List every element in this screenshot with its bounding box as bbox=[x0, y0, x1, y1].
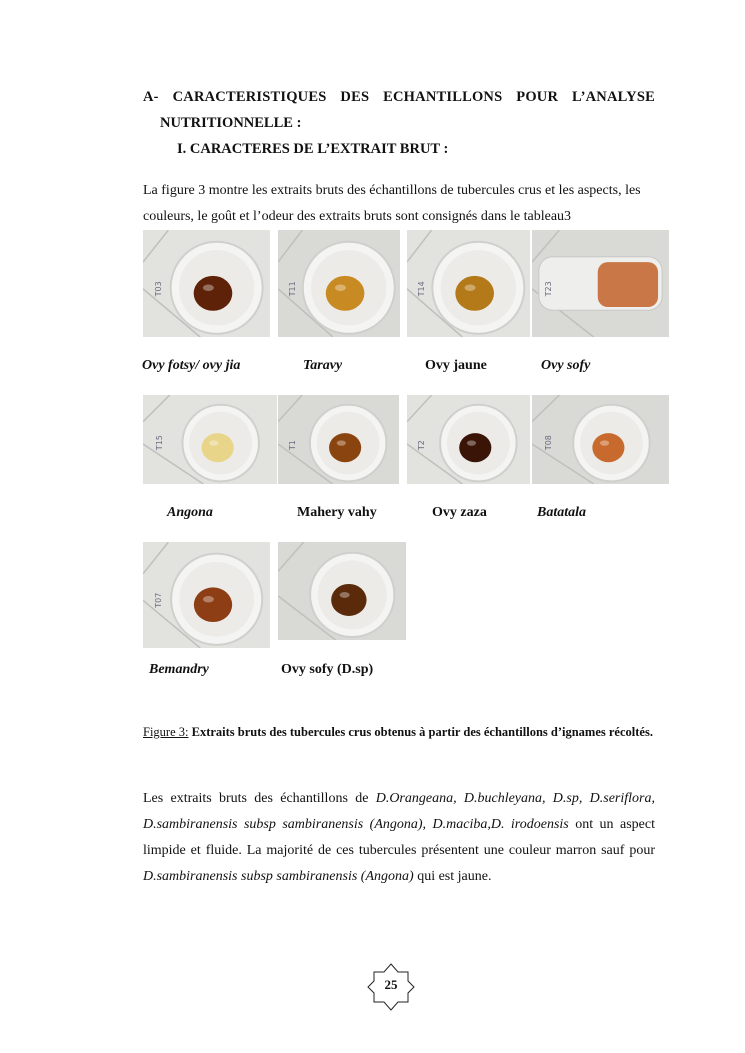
sample-photo bbox=[143, 395, 277, 484]
sample-tag: T23 bbox=[544, 281, 554, 297]
sample-tag: T03 bbox=[153, 281, 163, 297]
sample-label: Ovy sofy (D.sp) bbox=[281, 662, 374, 677]
sample-photo bbox=[407, 230, 530, 337]
page-number-badge bbox=[367, 963, 415, 1011]
sample-tag: T2 bbox=[417, 440, 427, 451]
sample-photo bbox=[143, 542, 270, 648]
sample-photo bbox=[278, 230, 400, 337]
para-text: Les extraits bruts des échantillons de bbox=[143, 791, 376, 806]
sample-label: Bemandry bbox=[149, 662, 209, 677]
sample-photo bbox=[143, 230, 270, 337]
section-heading: A- CARACTERISTIQUES DES ECHANTILLONS POUR L’ANALYSE bbox=[143, 89, 655, 105]
intro-paragraph: La figure 3 montre les extraits bruts des échantillons de tubercules crus et les aspects, les couleurs, le goût et l’odeur des extraits bruts sont consignés dans le tableau3 bbox=[143, 183, 641, 224]
section-heading-continued: NUTRITIONNELLE : bbox=[160, 115, 302, 131]
sample-label: Ovy fotsy/ ovy jia bbox=[142, 358, 241, 373]
results-paragraph bbox=[143, 786, 655, 890]
sample-label: Batatala bbox=[537, 505, 587, 520]
sample-photo bbox=[532, 230, 669, 337]
sample-tag: T15 bbox=[154, 435, 164, 451]
sample-tag: T07 bbox=[153, 592, 163, 608]
sample-label: Ovy jaune bbox=[425, 358, 487, 373]
para-text: qui est jaune. bbox=[413, 869, 492, 884]
para-text: ont un aspect limpide et fluide. La majorité de ces tubercules présentent une couleur marron sauf pour bbox=[143, 817, 655, 858]
sample-tag: T11 bbox=[288, 281, 298, 297]
species-list: D.Orangeana, D.buchleyana, D.sp, D.seriflora, D.sambiranensis subsp sambiranensis (Angona), D.maciba,D. irodoensis bbox=[143, 791, 655, 832]
sample-label: Ovy zaza bbox=[432, 505, 487, 520]
sample-label: Taravy bbox=[303, 358, 343, 373]
sample-tag: T14 bbox=[417, 281, 427, 297]
sample-label: Mahery vahy bbox=[297, 505, 377, 520]
figure-label: Figure 3: bbox=[143, 725, 189, 739]
sample-photo bbox=[532, 395, 669, 484]
sample-label: Angona bbox=[167, 505, 213, 520]
sample-label: Ovy sofy bbox=[541, 358, 591, 373]
subsection-heading: I. CARACTERES DE L’EXTRAIT BRUT : bbox=[177, 141, 449, 157]
figure-caption-text: Extraits bruts des tubercules crus obtenus à partir des échantillons d’ignames récoltés. bbox=[191, 725, 653, 739]
page-number: 25 bbox=[384, 977, 398, 992]
sample-tag: T1 bbox=[287, 440, 297, 451]
sample-photo bbox=[278, 542, 406, 640]
sample-photo bbox=[407, 395, 530, 484]
sample-tag: T08 bbox=[544, 435, 554, 451]
sample-photo bbox=[278, 395, 399, 484]
species-exception: D.sambiranensis subsp sambiranensis (Angona) bbox=[143, 869, 414, 884]
figure-caption bbox=[143, 721, 655, 744]
